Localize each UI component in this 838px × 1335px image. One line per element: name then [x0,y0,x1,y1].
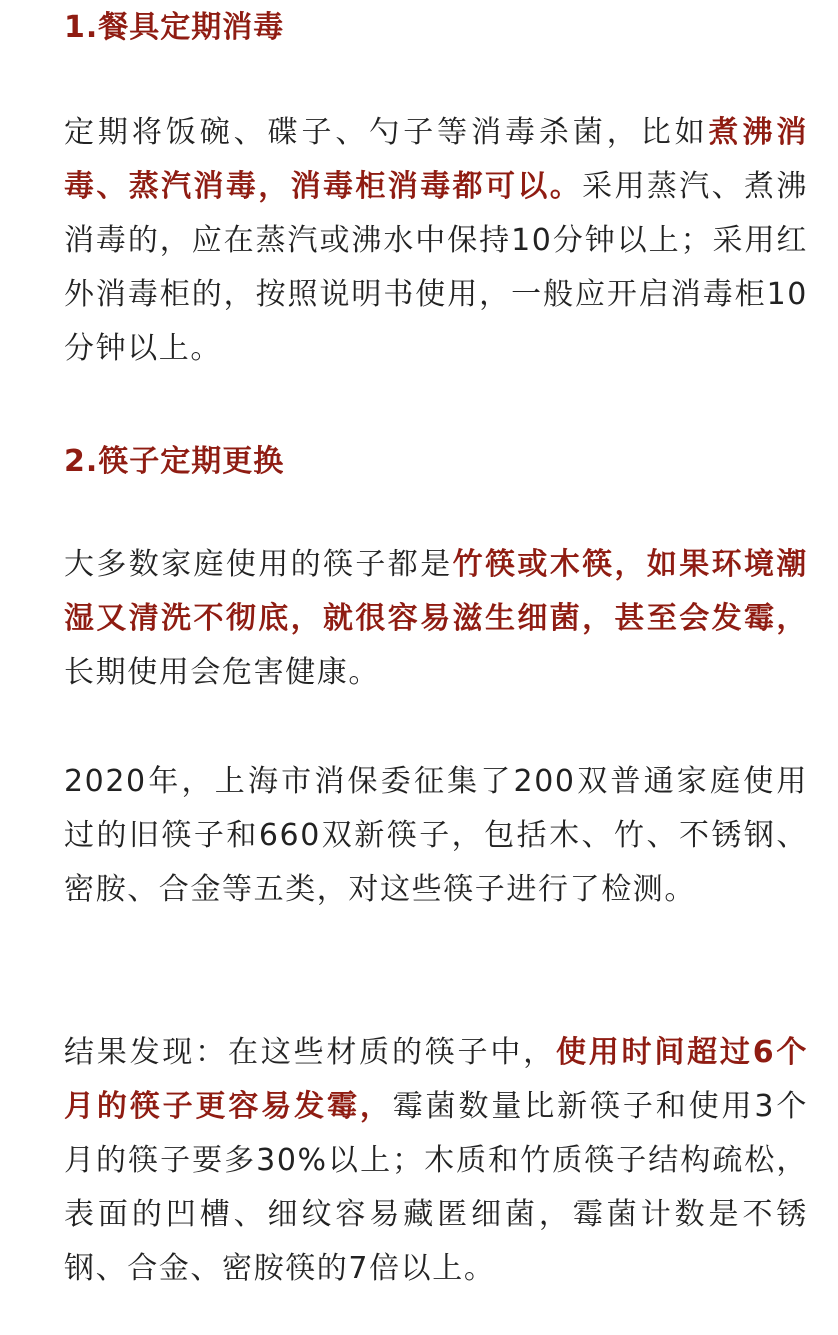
paragraph-text: 结果发现：在这些材质的筷子中， [64,1035,556,1070]
paragraph-text: 2020年，上海市消保委征集了200双普通家庭使用过的旧筷子和660双新筷子，包括木、竹、不锈钢、密胺、合金等五类，对这些筷子进行了检测。 [64,764,808,907]
section-2-paragraph-2 [64,755,808,917]
section-2-paragraph-3 [64,1026,808,1296]
section-2-paragraph-1 [64,538,808,700]
paragraph-text: 霉菌数量比新筷子和使用3个月的筷子要多30%以上；木质和竹质筷子结构疏松，表面的凹槽、细纹容易藏匿细菌，霉菌计数是不锈钢、合金、密胺筷的7倍以上。 [64,1089,809,1286]
section-2-heading: 2.筷子定期更换 [64,444,285,479]
highlighted-text: 使用时间超过6个月的筷子更容易发霉， [64,1035,808,1124]
highlighted-text: 竹筷或木筷，如果环境潮湿又清洗不彻底，就很容易滋生细菌，甚至会发霉， [64,547,808,636]
highlighted-text: 煮沸消毒、蒸汽消毒，消毒柜消毒都可以。 [64,115,808,204]
paragraph-text: 定期将饭碗、碟子、勺子等消毒杀菌，比如 [64,115,709,150]
paragraph-text: 采用蒸汽、煮沸消毒的，应在蒸汽或沸水中保持10分钟以上；采用红外消毒柜的，按照说明书使用，一般应开启消毒柜10分钟以上。 [64,169,808,366]
paragraph-text: 大多数家庭使用的筷子都是 [64,547,453,582]
section-1-heading: 1.餐具定期消毒 [64,10,285,45]
paragraph-text: 长期使用会危害健康。 [64,655,380,690]
section-1-paragraph [64,106,808,376]
